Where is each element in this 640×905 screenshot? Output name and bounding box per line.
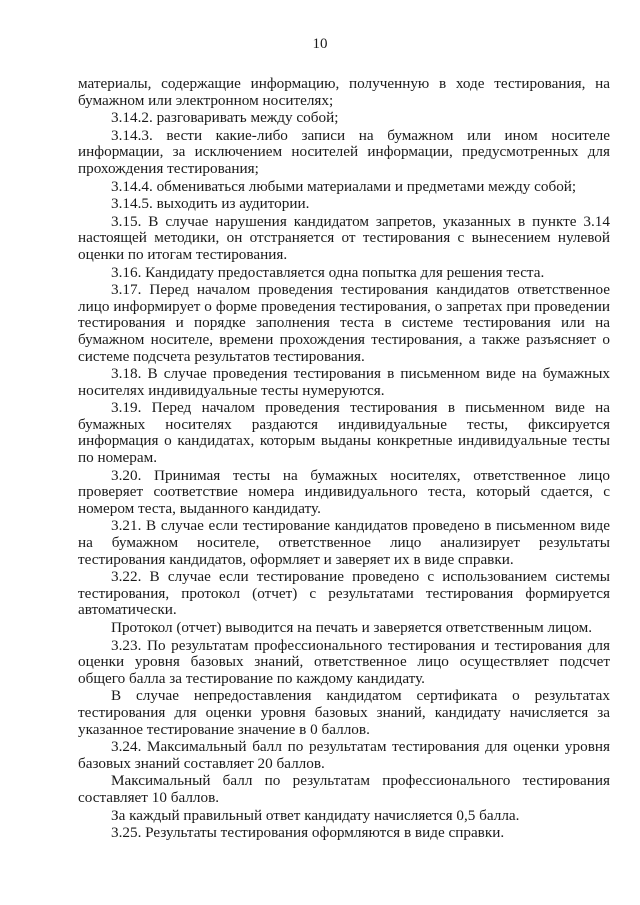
- paragraph-3-18: 3.18. В случае проведения тестирования в письменном виде на бумажных носителях индивидуальные тесты нумеруются.: [78, 365, 610, 399]
- paragraph-3-19: 3.19. Перед началом проведения тестирования в письменном виде на бумажных носителях раздаются индивидуальные тесты, фиксируется информация о кандидатах, которым выданы конкретные индивидуальные тесты по номерам.: [78, 399, 610, 467]
- document-body: [78, 76, 610, 843]
- paragraph-3-14-4: 3.14.4. обмениваться любыми материалами и предметами между собой;: [111, 177, 577, 195]
- paragraph-no-certificate: В случае непредоставления кандидатом сертификата о результатах тестирования для оценки уровня базовых знаний, кандидату начисляется за указанное тестирование значение в 0 баллов.: [78, 687, 610, 738]
- paragraph-3-24: 3.24. Максимальный балл по результатам тестирования для оценки уровня базовых знаний составляет 20 баллов.: [78, 738, 610, 772]
- paragraph-3-23: 3.23. По результатам профессионального тестирования и тестирования для оценки уровня базовых знаний, ответственное лицо осуществляет подсчет общего балла за тестирование по каждому кандидату.: [78, 636, 610, 687]
- paragraph-3-14-3: 3.14.3. вести какие-либо записи на бумажном или ином носителе информации, за исключением носителей информации, предусмотренных для прохождения тестирования;: [78, 126, 610, 177]
- paragraph-max-score: Максимальный балл по результатам профессионального тестирования составляет 10 баллов.: [78, 772, 610, 806]
- paragraph-3-15: 3.15. В случае нарушения кандидатом запретов, указанных в пункте 3.14 настоящей методики, он отстраняется от тестирования с вынесением нулевой оценки по итогам тестирования.: [78, 212, 610, 263]
- paragraph-3-25: 3.25. Результаты тестирования оформляются в виде справки.: [111, 824, 505, 842]
- paragraph-3-17: 3.17. Перед началом проведения тестирования кандидатов ответственное лицо информирует о форме проведения тестирования, о запретах при проведении тестирования и порядке заполнения теста в системе тестирования или на бумажном носителе, времени прохождения тестирования, а также разъясняет о системе подсчета результатов тестирования.: [78, 281, 610, 365]
- paragraph-3-22: 3.22. В случае если тестирование проведено с использованием системы тестирования, протокол (отчет) с результатами тестирования формируется автоматически.: [78, 568, 610, 619]
- paragraph-3-21: 3.21. В случае если тестирование кандидатов проведено в письменном виде на бумажном носителе, ответственное лицо анализирует результаты тестирования кандидатов, оформляет и заверяет их в виде справки.: [78, 517, 610, 568]
- page-number: 10: [312, 36, 328, 52]
- paragraph-per-answer: За каждый правильный ответ кандидату начисляется 0,5 балла.: [111, 806, 520, 824]
- paragraph-3-14-2: 3.14.2. разговаривать между собой;: [111, 109, 339, 127]
- paragraph-3-16: 3.16. Кандидату предоставляется одна попытка для решения теста.: [111, 263, 545, 281]
- paragraph-3-14-5: 3.14.5. выходить из аудитории.: [111, 195, 310, 213]
- paragraph-protocol: Протокол (отчет) выводится на печать и заверяется ответственным лицом.: [111, 619, 593, 636]
- paragraph-1: материалы, содержащие информацию, полученную в ходе тестирования, на бумажном или электронном носителях;: [78, 75, 610, 109]
- paragraph-3-20: 3.20. Принимая тесты на бумажных носителях, ответственное лицо проверяет соответствие номера индивидуального теста, который сдается, с номером теста, выданного кандидату.: [78, 466, 610, 517]
